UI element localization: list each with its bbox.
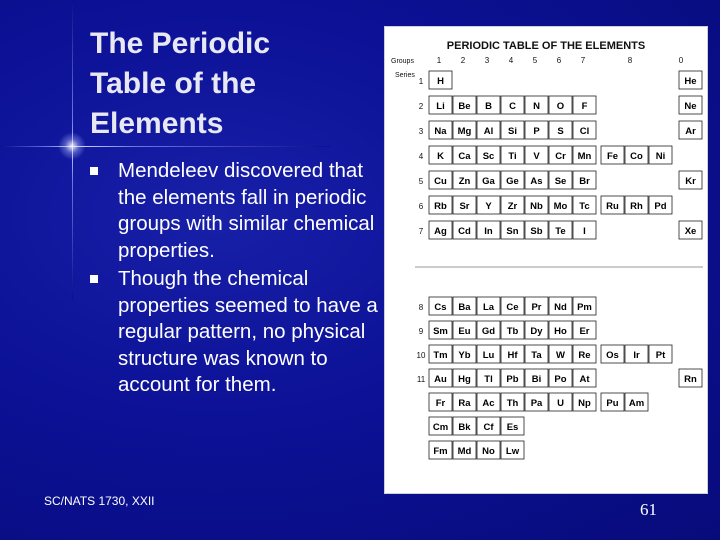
element-symbol: Cf xyxy=(483,422,494,433)
element-symbol: Kr xyxy=(685,176,696,187)
element-symbol: Ar xyxy=(685,126,696,137)
element-symbol: Tm xyxy=(433,350,448,361)
element-symbol: Pm xyxy=(577,302,592,313)
element-symbol: Sc xyxy=(482,151,495,162)
element-symbol: Yb xyxy=(458,350,471,361)
element-symbol: Cs xyxy=(434,302,447,313)
element-symbol: Br xyxy=(579,176,590,187)
element-symbol: No xyxy=(482,446,495,457)
element-symbol: H xyxy=(437,76,444,87)
element-symbol: He xyxy=(684,76,697,87)
element-symbol: Mn xyxy=(577,151,592,162)
element-symbol: Pa xyxy=(530,398,543,409)
element-symbol: Ne xyxy=(684,101,697,112)
slide-footer: SC/NATS 1730, XXII xyxy=(44,494,155,508)
element-symbol: Au xyxy=(434,374,447,385)
series-number: 7 xyxy=(418,227,424,236)
element-symbol: V xyxy=(533,151,540,162)
element-symbol: Bi xyxy=(531,374,542,385)
decorative-star-glow xyxy=(58,132,86,160)
bullet-item xyxy=(88,158,378,264)
element-symbol: B xyxy=(485,101,492,112)
group-number: 7 xyxy=(580,56,586,65)
element-symbol: Pt xyxy=(655,350,666,361)
element-symbol: La xyxy=(482,302,495,313)
element-symbol: Fm xyxy=(433,446,448,457)
title-line-3: Elements xyxy=(90,107,224,140)
element-symbol: Zn xyxy=(458,176,471,187)
element-symbol: Rn xyxy=(684,374,697,385)
element-symbol: Rb xyxy=(434,201,447,212)
periodic-table-figure xyxy=(385,27,707,493)
element-symbol: Os xyxy=(606,350,619,361)
element-symbol: K xyxy=(437,151,444,162)
group-number: 4 xyxy=(508,56,514,65)
element-symbol: Pd xyxy=(654,201,667,212)
group-number: 0 xyxy=(678,56,684,65)
element-symbol: Sb xyxy=(530,226,543,237)
element-symbol: Re xyxy=(578,350,591,361)
element-symbol: Tl xyxy=(484,374,493,385)
element-symbol: Ni xyxy=(655,151,666,162)
table-heading: PERIODIC TABLE OF THE ELEMENTS xyxy=(446,40,646,52)
element-symbol: Cu xyxy=(434,176,447,187)
element-symbol: Ru xyxy=(606,201,619,212)
element-symbol: P xyxy=(533,126,540,137)
groups-label: Groups xyxy=(391,58,414,65)
bullet-text: Though the chemical properties seemed to have a regular pattern, no physical structure was known to account for them. xyxy=(118,267,378,396)
element-symbol: Ba xyxy=(458,302,471,313)
element-symbol: Zr xyxy=(507,201,518,212)
element-symbol: At xyxy=(579,374,590,385)
element-symbol: Ge xyxy=(506,176,519,187)
element-symbol: W xyxy=(556,350,565,361)
title-line-1: The Periodic xyxy=(90,27,271,60)
element-symbol: Si xyxy=(508,126,517,137)
element-symbol: Md xyxy=(457,446,472,457)
element-symbol: Se xyxy=(554,176,567,187)
element-symbol: Fe xyxy=(606,151,619,162)
element-symbol: Pr xyxy=(531,302,542,313)
element-symbol: Pu xyxy=(606,398,619,409)
element-symbol: Tc xyxy=(579,201,590,212)
group-number: 3 xyxy=(484,56,490,65)
element-symbol: Be xyxy=(458,101,471,112)
element-symbol: Sn xyxy=(506,226,519,237)
element-symbol: Li xyxy=(436,101,445,112)
element-symbol: Ir xyxy=(633,350,640,361)
series-number: 9 xyxy=(418,327,424,336)
element-symbol: Th xyxy=(506,398,519,409)
element-symbol: Sm xyxy=(433,326,448,337)
element-symbol: O xyxy=(556,101,565,112)
group-number: 2 xyxy=(460,56,466,65)
page-number: 61 xyxy=(640,500,657,519)
series-number: 5 xyxy=(418,177,424,186)
element-symbol: Te xyxy=(555,226,566,237)
element-symbol: Er xyxy=(579,326,590,337)
bullet-text: Mendeleev discovered that the elements fall in periodic groups with similar chemical properties. xyxy=(118,159,375,262)
group-number: 6 xyxy=(556,56,562,65)
element-symbol: Pb xyxy=(506,374,519,385)
element-symbol: Cl xyxy=(579,126,590,137)
element-symbol: Po xyxy=(554,374,567,385)
element-symbol: Dy xyxy=(530,326,543,337)
element-symbol: Ac xyxy=(482,398,495,409)
element-symbol: Xe xyxy=(684,226,697,237)
element-symbol: Ca xyxy=(458,151,471,162)
element-symbol: Gd xyxy=(481,326,496,337)
series-number: 1 xyxy=(418,77,424,86)
element-symbol: Al xyxy=(483,126,494,137)
series-number: 6 xyxy=(418,202,424,211)
series-number: 10 xyxy=(416,351,426,360)
element-symbol: I xyxy=(583,226,586,237)
element-symbol: Cm xyxy=(432,422,449,433)
element-symbol: Cd xyxy=(458,226,471,237)
slide-title xyxy=(90,24,350,144)
series-label: Series xyxy=(395,72,415,79)
bullet-marker-icon xyxy=(90,167,98,175)
element-symbol: Es xyxy=(506,422,519,433)
periodic-table-image xyxy=(384,26,708,494)
element-symbol: Np xyxy=(578,398,591,409)
element-symbol: Lu xyxy=(482,350,495,361)
element-symbol: Mg xyxy=(457,126,472,137)
element-symbol: Ti xyxy=(508,151,517,162)
group-number: 8 xyxy=(627,56,633,65)
element-symbol: Sr xyxy=(459,201,470,212)
element-symbol: Na xyxy=(434,126,447,137)
element-symbol: Am xyxy=(628,398,645,409)
element-symbol: N xyxy=(533,101,540,112)
element-symbol: Bk xyxy=(458,422,471,433)
element-symbol: Eu xyxy=(458,326,471,337)
decorative-horizontal-line xyxy=(0,146,330,147)
element-symbol: Nb xyxy=(530,201,543,212)
element-symbol: Co xyxy=(630,151,643,162)
series-number: 8 xyxy=(418,303,424,312)
element-symbol: As xyxy=(530,176,543,187)
element-symbol: Nd xyxy=(554,302,567,313)
title-line-2: Table of the xyxy=(90,67,257,100)
element-symbol: Y xyxy=(485,201,492,212)
element-symbol: Tb xyxy=(506,326,519,337)
bullet-marker-icon xyxy=(90,275,98,283)
element-symbol: Ta xyxy=(531,350,542,361)
element-symbol: In xyxy=(484,226,493,237)
element-symbol: Ra xyxy=(458,398,471,409)
element-symbol: S xyxy=(557,126,564,137)
element-symbol: Rh xyxy=(630,201,643,212)
series-number: 11 xyxy=(416,375,426,384)
element-symbol: Ce xyxy=(506,302,519,313)
element-symbol: C xyxy=(509,101,516,112)
series-number: 4 xyxy=(418,152,424,161)
element-symbol: Hg xyxy=(458,374,471,385)
element-symbol: Ga xyxy=(482,176,495,187)
element-symbol: Fr xyxy=(435,398,446,409)
series-number: 2 xyxy=(418,102,424,111)
element-symbol: F xyxy=(581,101,588,112)
element-symbol: Hf xyxy=(507,350,518,361)
element-symbol: Ho xyxy=(554,326,567,337)
group-number: 5 xyxy=(532,56,538,65)
element-symbol: Cr xyxy=(555,151,566,162)
element-symbol: Mo xyxy=(553,201,568,212)
group-number: 1 xyxy=(436,56,442,65)
bullet-item xyxy=(88,266,378,399)
element-symbol: U xyxy=(557,398,564,409)
bullet-list xyxy=(88,158,378,401)
element-symbol: Ag xyxy=(434,226,447,237)
element-symbol: Lw xyxy=(505,446,520,457)
series-number: 3 xyxy=(418,127,424,136)
